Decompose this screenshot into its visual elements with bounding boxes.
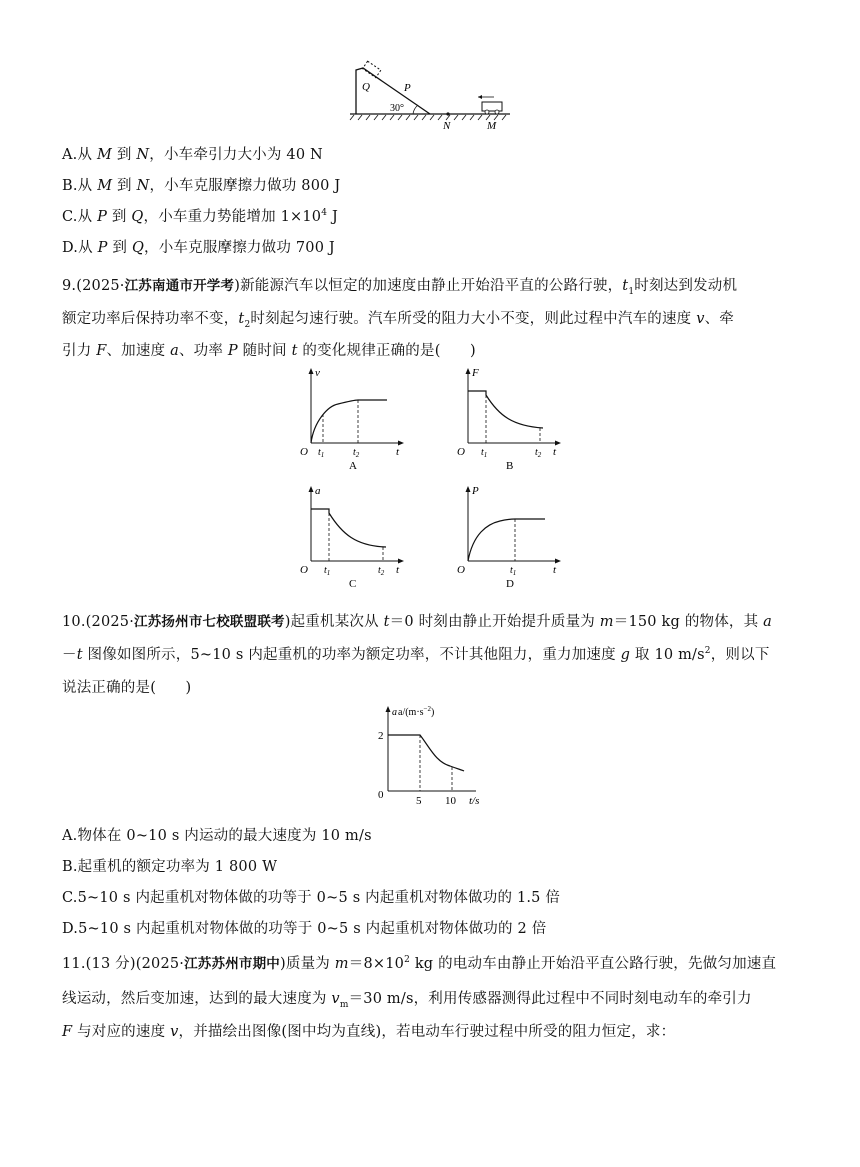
q9-line-1: 9.(2025·江苏南通市开学考)新能源汽车以恒定的加速度由静止开始沿平直的公路行驶，$t_1$时刻达到发动机 — [62, 278, 738, 297]
q8-option-a: A.从 M 到 N，小车牵引力大小为 40 N — [62, 147, 323, 163]
q10-option-b: B.起重机的额定功率为 1 800 W — [62, 859, 278, 875]
svg-text:v: v — [315, 367, 320, 379]
svg-text:A: A — [349, 460, 357, 472]
svg-text:0: 0 — [378, 789, 384, 801]
q11-source: 江苏苏州市期中 — [184, 956, 281, 972]
svg-text:t1: $t_1$ — [318, 447, 325, 459]
q9-line-2: 额定功率后保持功率不变，$t_2$时刻起匀速行驶。汽车所受的阻力大小不变，则此过程中汽车的速度 v、牵 — [62, 311, 734, 330]
q10-source: 江苏扬州市七校联盟联考 — [134, 614, 285, 630]
svg-text:t2: $t_2$ — [378, 565, 385, 577]
svg-text:D: D — [506, 578, 514, 590]
svg-text:O: O — [300, 446, 308, 458]
svg-text:t: t — [553, 446, 557, 458]
svg-text:2: 2 — [378, 730, 384, 742]
q10-line-2: －t 图像如图所示，5~10 s 内起重机的功率为额定功率，不计其他阻力，重力加速度 g 取 10 $m/s^2$，则以下 — [62, 646, 770, 663]
svg-text:t: t — [396, 564, 400, 576]
label-n: N — [443, 120, 451, 132]
q8-option-c: C.从 P 到 Q，小车重力势能增加 $1\times 10^4$ J — [62, 208, 338, 225]
svg-text:B: B — [506, 460, 514, 472]
q9-source: 江苏南通市开学考 — [124, 278, 235, 294]
svg-text:t1: $t_1$ — [510, 565, 517, 577]
svg-text:10: 10 — [445, 795, 456, 807]
q9-graph-a — [298, 366, 408, 476]
svg-text:C: C — [349, 578, 357, 590]
q11-line-3: F 与对应的速度 v，并描绘出图像(图中均为直线)，若电动车行驶过程中所受的阻力恒定，求： — [62, 1024, 676, 1040]
incline-figure — [348, 58, 518, 133]
q10-option-c: C.5~10 s 内起重机对物体做的功等于 0~5 s 内起重机对物体做功的 1.5 倍 — [62, 890, 561, 906]
q8-option-b: B.从 M 到 N，小车克服摩擦力做功 800 J — [62, 178, 341, 194]
q11-line-2: 线运动，然后变加速，达到的最大速度为 $v_m=30$ m/s，利用传感器测得此过程中不同时刻电动车的牵引力 — [62, 991, 752, 1010]
q10-line-1: 10.(2025·江苏扬州市七校联盟联考)起重机某次从 t＝0 时刻由静止开始提升质量为 m＝150 kg 的物体，其 a — [62, 614, 772, 630]
svg-text:t: t — [396, 446, 400, 458]
svg-text:t1: $t_1$ — [481, 447, 488, 459]
svg-text:t/s: t/s — [469, 795, 480, 807]
label-p: P — [404, 82, 411, 94]
svg-text:t: t — [553, 564, 557, 576]
q9-graph-c — [298, 484, 408, 594]
q10-a-t-graph — [368, 702, 498, 810]
svg-text:a: a — [315, 485, 321, 497]
q11-line-1: 11.(13 分)(2025·江苏苏州市期中)质量为 $m=8\times 10^2$ kg 的电动车由静止开始沿平直公路行驶，先做匀加速直 — [62, 955, 777, 972]
svg-text:t2: $t_2$ — [535, 447, 542, 459]
q9-line-3: 引力 F、加速度 a、功率 P 随时间 t 的变化规律正确的是( ) — [62, 343, 476, 359]
svg-text:O: O — [457, 446, 465, 458]
svg-text:O: O — [457, 564, 465, 576]
label-m: M — [487, 120, 497, 132]
q9-graph-d — [455, 484, 565, 594]
q10-option-d: D.5~10 s 内起重机对物体做的功等于 0~5 s 内起重机对物体做功的 2 倍 — [62, 921, 547, 937]
svg-text:O: O — [300, 564, 308, 576]
q8-option-d: D.从 P 到 Q，小车克服摩擦力做功 700 J — [62, 240, 335, 256]
svg-text:F: F — [472, 367, 479, 379]
svg-text:t1: $t_1$ — [324, 565, 331, 577]
svg-text:P: P — [472, 485, 479, 497]
svg-text:aa/(m·s−2): $aa/(m\cdot s^{-2})$ — [392, 705, 435, 718]
q10-option-a: A.物体在 0~10 s 内运动的最大速度为 10 m/s — [62, 828, 372, 844]
svg-text:t2: $t_2$ — [353, 447, 360, 459]
label-angle: 30° — [390, 103, 404, 114]
q9-graph-b — [455, 366, 565, 476]
svg-text:5: 5 — [416, 795, 422, 807]
q10-line-3: 说法正确的是( ) — [62, 680, 192, 696]
label-q: Q — [362, 81, 370, 93]
